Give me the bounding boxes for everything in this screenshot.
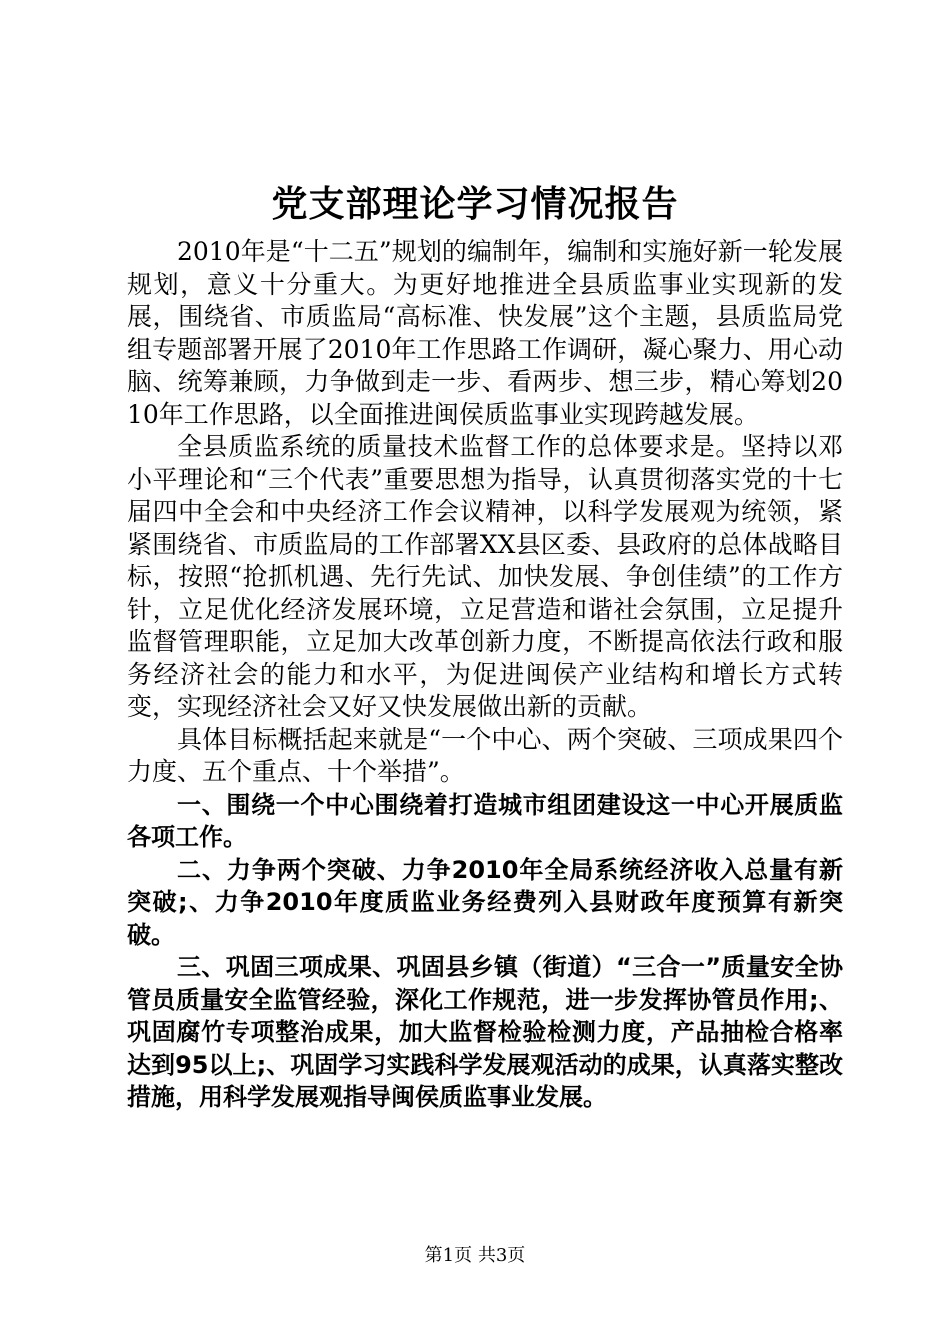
paragraph-goal-three: 三、巩固三项成果、巩固县乡镇（街道）“三合一”质量安全协管员质量安全监管经验，深化工作规范，进一步发挥协管员作用;、巩固腐竹专项整治成果，加大监督检验检测力度，产品抽检合格率达到95以上;、巩固学习实践科学发展观活动的成果，认真落实整改措施，用科学发展观指导闽侯质监事业发展。 (127, 953, 843, 1111)
paragraph-intro: 2010年是“十二五”规划的编制年，编制和实施好新一轮发展规划，意义十分重大。为更好地推进全县质监事业实现新的发展，围绕省、市质监局“高标准、快发展”这个主题，县质监局党组专题部署开展了2010年工作思路工作调研，凝心聚力、用心动脑、统筹兼顾，力争做到走一步、看两步、想三步，精心筹划2010年工作思路，以全面推进闽侯质监事业实现跨越发展。 (127, 237, 843, 429)
paragraph-goal-two: 二、力争两个突破、力争2010年全局系统经济收入总量有新突破;、力争2010年度质监业务经费列入县财政年度预算有新突破。 (127, 855, 843, 949)
document-body (127, 236, 843, 1114)
document-title: 党支部理论学习情况报告 (271, 184, 679, 225)
paragraph-goal-one: 一、围绕一个中心围绕着打造城市组团建设这一中心开展质监各项工作。 (127, 790, 843, 851)
paragraph-specific-goals: 具体目标概括起来就是“一个中心、两个突破、三项成果四个力度、五个重点、十个举措”。 (127, 724, 843, 786)
page-number-footer: 第1页 共3页 (424, 1245, 526, 1266)
paragraph-overall-requirements: 全县质监系统的质量技术监督工作的总体要求是。坚持以邓小平理论和“三个代表”重要思想为指导，认真贯彻落实党的十七届四中全会和中央经济工作会议精神，以科学发展观为统领，紧紧围绕省、市质监局的工作部署XX县区委、县政府的总体战略目标，按照“抢抓机遇、先行先试、加快发展、争创佳绩”的工作方针，立足优化经济发展环境，立足营造和谐社会氛围，立足提升监督管理职能，立足加大改革创新力度，不断提高依法行政和服务经济社会的能力和水平，为促进闽侯产业结构和增长方式转变，实现经济社会又好又快发展做出新的贡献。 (127, 432, 843, 721)
